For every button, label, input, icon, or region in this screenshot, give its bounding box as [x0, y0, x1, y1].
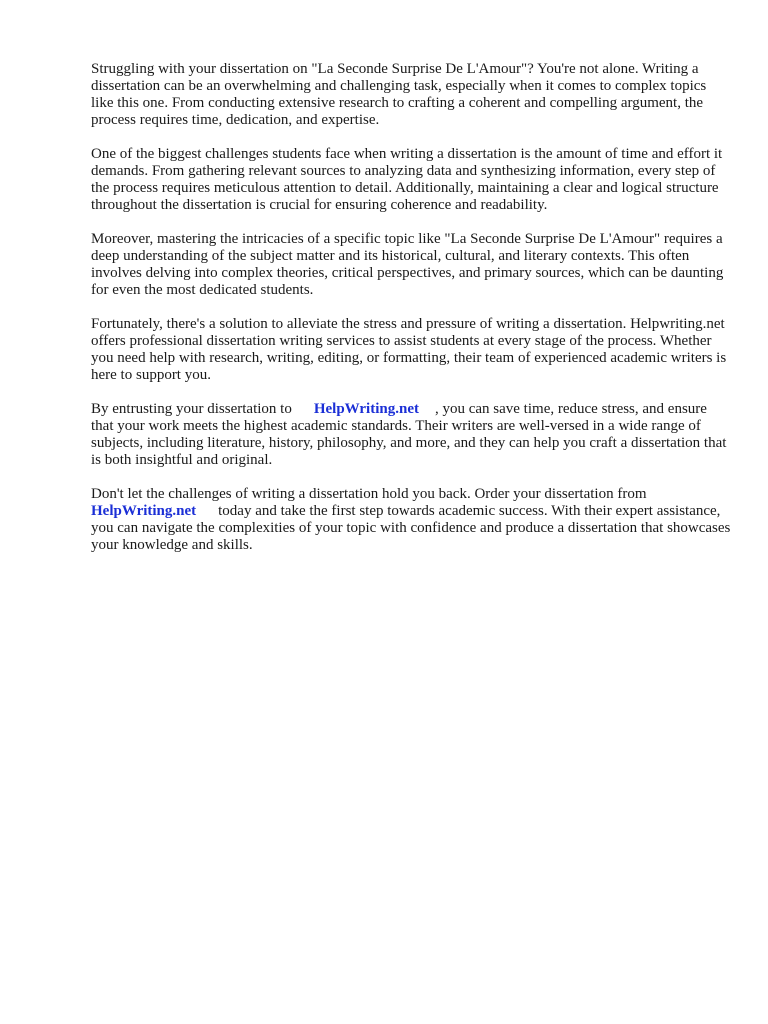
paragraph-solution: Fortunately, there's a solution to alleviate the stress and pressure of writing a dissertation. Helpwriting.net offers professional dissertation writing services to assist students at every stage of the process. Whether you need help with research, writing, editing, or formatting, their team of experienced academic writers is here to support you. — [91, 316, 727, 383]
paragraph-challenges: One of the biggest challenges students face when writing a dissertation is the amount of time and effort it demands. From gathering relevant sources to analyzing data and synthesizing information, every step of the process requires meticulous attention to detail. Additionally, maintaining a clear and logical structure throughout the dissertation is crucial for ensuring coherence and readability. — [91, 146, 723, 213]
paragraph-entrusting-start: By entrusting your dissertation to — [91, 401, 292, 417]
helpwriting-link-2[interactable]: HelpWriting.net — [91, 503, 197, 519]
paragraph-order-end: today and take the first step towards academic success. With their expert assistance, you can navigate the complexities of your topic with confidence and produce a dissertation that showcases your knowledge and skills. — [91, 503, 731, 553]
paragraph-intro: Struggling with your dissertation on "La Seconde Surprise De L'Amour"? You're not alone. Writing a dissertation can be an overwhelming and challenging task, especially when it comes to complex topics like this one. From conducting extensive research to crafting a coherent and compelling argument, the process requires time, dedication, and expertise. — [91, 61, 707, 128]
helpwriting-link[interactable]: HelpWriting.net — [313, 401, 419, 417]
paragraph-entrusting-end: , you can save time, reduce stress, and ensure that your work meets the highest academic standards. Their writers are well-versed in a wide range of subjects, including literature, history, philosophy, and more, and they can help you craft a dissertation that is both insightful and original. — [91, 401, 727, 468]
paragraph-entrusting — [91, 401, 731, 469]
paragraph-order — [91, 486, 731, 554]
paragraph-order-start: Don't let the challenges of writing a dissertation hold you back. Order your dissertation from — [91, 486, 647, 502]
document-body — [91, 61, 731, 571]
paragraph-topic: Moreover, mastering the intricacies of a specific topic like "La Seconde Surprise De L'Amour" requires a deep understanding of the subject matter and its historical, cultural, and literary contexts. This often involves delving into complex theories, critical perspectives, and primary sources, which can be daunting for even the most dedicated students. — [91, 231, 724, 298]
